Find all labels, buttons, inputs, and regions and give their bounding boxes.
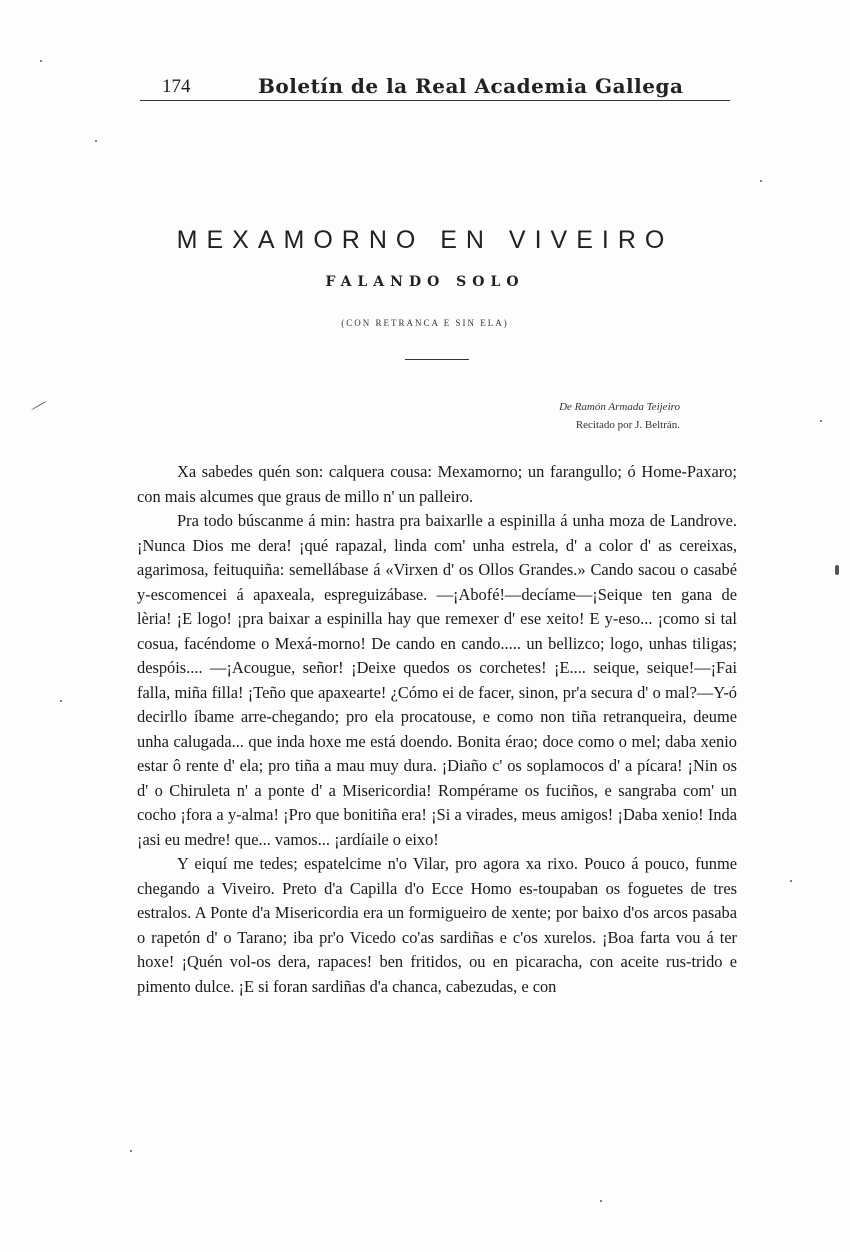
scan-speck [790,880,792,882]
paragraph: Xa sabedes quén son: calquera cousa: Mexamorno; un farangullo; ó Home-Paxaro; con mais alcumes que graus de millo n' un palleiro. [137,462,737,506]
scan-speck [820,420,822,422]
article-subtitle: FALANDO SOLO [325,274,525,290]
page-header [140,72,730,101]
scan-speck [31,401,47,411]
page-number: 174 [162,76,191,97]
scan-speck [600,1200,602,1202]
byline [500,398,680,434]
running-title: Boletín de la Real Academia Gallega [258,74,684,98]
paragraph: Pra todo búscanme á min: hastra pra baixarlle a espinilla á unha moza de Landrove. ¡Nunca Dios me dera! ¡qué rapazal, linda com' unha estrela, d' a color d' as cereixas, agarimosa, feituquiña: semellábase á «Virxen d' os Ollos Grandes.» Cando sacou o casabé y-escomencei á apaxeala, espreguizábase. —¡Abofé!—decíame—¡Seique ten gana de lèria! ¡E logo! ¡pra baixar a espinilla hay que remexer d' ese xeito! E y-eso... ¡como si tal cosua, facéndome o Mexá-morno! De cando en cando..... un bellizco; logo, unhas tiligas; despóis.... —¡Acougue, señor! ¡Deixe quedos os corchetes! ¡E.... seique, seique!—¡Fai falla, miña filla! ¡Teño que apaxearte! ¿Cómo ei de facer, sinon, pr'a secura d' o mal?—Y-ó decirllo íbame arre-chegando; pro ela procatouse, e como non tiña retranqueira, deume unha calugada... que inda hoxe me está doendo. Bonita érao; doce como o mel; daba xenio estar ô rente d' ela; pro tiña a mau muy dura. ¡Diaño c' os soplamocos d' a pícara! ¡Nin os d' o Chiruleta n' a ponte d' a Misericordia! Rompérame os fuciños, e sangraba com' un cocho ¡fora a y-alma! ¡Pro que bonitiña era! ¡Si a virades, meus amigos! ¡Daba xenio! Inda ¡asi eu medre! que... vamos... ¡ardíaile o eixo! [137,511,737,849]
article-title: MEXAMORNO EN VIVEIRO [176,226,674,254]
scan-speck [760,180,762,182]
scan-speck [95,140,97,142]
byline-reciter: Recitado por J. Beltrán. [575,419,680,431]
article-body [137,460,737,999]
title-divider [405,359,469,360]
paragraph: Y eiquí me tedes; espatelcime n'o Vilar, pro agora xa rixo. Pouco á pouco, funme chegando a Viveiro. Preto d'a Capilla d'o Ecce Homo es-toupaban os foguetes de tres estralos. A Ponte d'a Misericordia era un formigueiro de xente; por baixo d'os arcos pasaba o rapetón d' o Tarano; iba pr'o Vicedo co'as sardiñas e c'os xurelos. ¡Boa farta vou á ter hoxe! ¡Quén vol-os dera, rapaces! ben fritidos, ou en picaracha, con aceite rus-trido e pimento dulce. ¡E si foran sardiñas d'a chanca, cabezudas, e con [137,854,737,996]
byline-author: De Ramón Armada Teijeiro [559,401,680,413]
article-note: (CON RETRANCA E SIN ELA) [341,318,509,328]
scan-speck [835,565,839,575]
scan-speck [60,700,62,702]
scan-speck [130,1150,132,1152]
scan-speck [40,60,42,62]
